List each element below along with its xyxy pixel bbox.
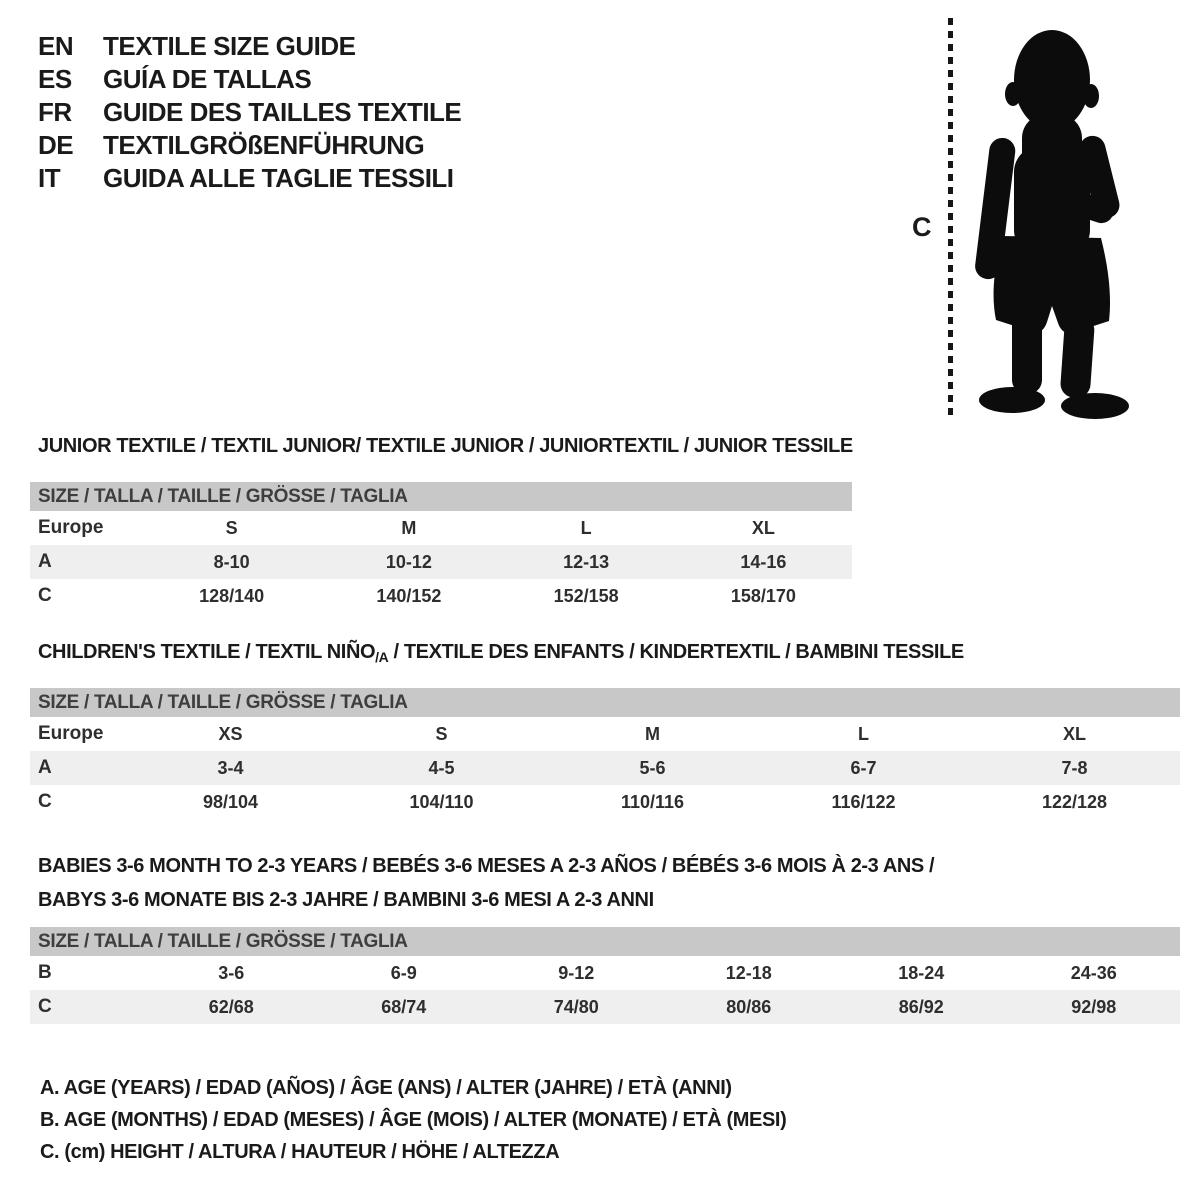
table-cell: 80/86 [726, 997, 772, 1017]
table-cell: 9-12 [558, 963, 595, 983]
baby-silhouette-icon [966, 28, 1136, 420]
row-label: C [38, 585, 52, 606]
row-label: A [38, 757, 52, 778]
table-cell: 68/74 [381, 997, 427, 1017]
language-code: IT [38, 163, 61, 193]
table-cell: 86/92 [898, 997, 944, 1017]
language-code: FR [38, 97, 72, 127]
language-title: TEXTILGRÖßENFÜHRUNG [103, 130, 425, 160]
table-cell: 6-9 [390, 963, 417, 983]
table-cell: 110/116 [620, 792, 685, 812]
table-row [30, 990, 1180, 1024]
size-header-bar: SIZE / TALLA / TAILLE / GRÖSSE / TAGLIA [30, 688, 1180, 717]
language-title: GUIDE DES TAILLES TEXTILE [103, 97, 462, 127]
footnote-a: A. AGE (YEARS) / EDAD (AÑOS) / ÂGE (ANS) / ALTER (JAHRE) / ETÀ (ANNI) [40, 1077, 732, 1099]
babies-size-table [30, 927, 1180, 1024]
language-title: GUIDA ALLE TAGLIE TESSILI [103, 163, 454, 193]
row-label: Europe [38, 723, 104, 744]
language-title: GUÍA DE TALLAS [103, 64, 312, 94]
children-size-table [30, 688, 1180, 819]
language-row-es [38, 63, 461, 96]
language-row-it [38, 162, 461, 195]
table-cell: 92/98 [1071, 997, 1117, 1017]
children-title-pre: CHILDREN'S TEXTILE / TEXTIL NIÑO [38, 641, 376, 663]
footnote-c: C. (cm) HEIGHT / ALTURA / HAUTEUR / HÖHE / ALTEZZA [40, 1141, 560, 1163]
table-cell: S [435, 724, 448, 744]
table-cell: L [858, 724, 869, 744]
children-title-sub: /A [375, 649, 389, 665]
table-cell: 98/104 [202, 792, 259, 812]
table-cell: 140/152 [376, 586, 442, 606]
babies-title-line2: BABYS 3-6 MONATE BIS 2-3 JAHRE / BAMBINI 3-6 MESI A 2-3 ANNI [38, 889, 654, 911]
table-cell: S [225, 518, 238, 538]
table-cell: 3-4 [217, 758, 244, 778]
table-cell: XL [751, 518, 775, 538]
table-cell: L [580, 518, 592, 538]
table-cell: 4-5 [428, 758, 455, 778]
children-title-post: / TEXTILE DES ENFANTS / KINDERTEXTIL / BAMBINI TESSILE [388, 641, 964, 663]
table-cell: 128/140 [199, 586, 265, 606]
table-cell: 18-24 [898, 963, 945, 983]
table-cell: 122/128 [1041, 792, 1108, 812]
language-row-de [38, 129, 461, 162]
junior-section-title: JUNIOR TEXTILE / TEXTIL JUNIOR/ TEXTILE JUNIOR / JUNIORTEXTIL / JUNIOR TESSILE [38, 435, 853, 457]
table-cell: 10-12 [385, 552, 432, 572]
table-row [30, 956, 1180, 990]
size-header-bar: SIZE / TALLA / TAILLE / GRÖSSE / TAGLIA [30, 482, 852, 511]
size-header-bar: SIZE / TALLA / TAILLE / GRÖSSE / TAGLIA [30, 927, 1180, 956]
table-cell: XS [218, 724, 243, 744]
language-code: DE [38, 130, 74, 160]
table-cell: M [645, 724, 660, 744]
table-cell: 6-7 [850, 758, 877, 778]
children-section-title [38, 641, 964, 665]
table-cell: 14-16 [740, 552, 787, 572]
table-cell: 158/170 [730, 586, 796, 606]
row-label: C [38, 791, 52, 812]
table-row [30, 511, 852, 545]
language-code: EN [38, 31, 74, 61]
table-cell: 12-13 [563, 552, 610, 572]
table-row [30, 545, 852, 579]
table-cell: M [401, 518, 417, 538]
table-cell: 152/158 [553, 586, 619, 606]
table-cell: 116/122 [831, 792, 896, 812]
height-measure-label: C [912, 212, 932, 242]
table-row [30, 579, 852, 613]
babies-section-title [38, 849, 934, 917]
junior-size-table [30, 482, 852, 613]
babies-title-line1: BABIES 3-6 MONTH TO 2-3 YEARS / BEBÉS 3-6 MESES A 2-3 AÑOS / BÉBÉS 3-6 MOIS À 2-3 ANS / [38, 855, 935, 877]
table-cell: 62/68 [208, 997, 254, 1017]
table-cell: 24-36 [1070, 963, 1117, 983]
row-label: Europe [38, 517, 104, 538]
table-cell: 74/80 [553, 997, 599, 1017]
table-row [30, 717, 1180, 751]
table-row [30, 751, 1180, 785]
table-cell: 12-18 [725, 963, 772, 983]
language-row-fr [38, 96, 461, 129]
height-measure-dashed-line [948, 18, 953, 416]
row-label: B [38, 962, 52, 983]
table-cell: 3-6 [218, 963, 245, 983]
language-title: TEXTILE SIZE GUIDE [103, 31, 356, 61]
table-cell: 5-6 [639, 758, 666, 778]
footnotes [40, 1072, 786, 1168]
row-label: A [38, 551, 52, 572]
row-label: C [38, 996, 52, 1017]
table-cell: XL [1062, 724, 1086, 744]
table-cell: 7-8 [1061, 758, 1088, 778]
table-cell: 8-10 [213, 552, 250, 572]
footnote-b: B. AGE (MONTHS) / EDAD (MESES) / ÂGE (MOIS) / ALTER (MONATE) / ETÀ (MESI) [40, 1109, 787, 1131]
language-row-en [38, 30, 461, 63]
language-code: ES [38, 64, 72, 94]
table-cell: 104/110 [409, 792, 474, 812]
language-title-list [38, 30, 461, 195]
table-row [30, 785, 1180, 819]
